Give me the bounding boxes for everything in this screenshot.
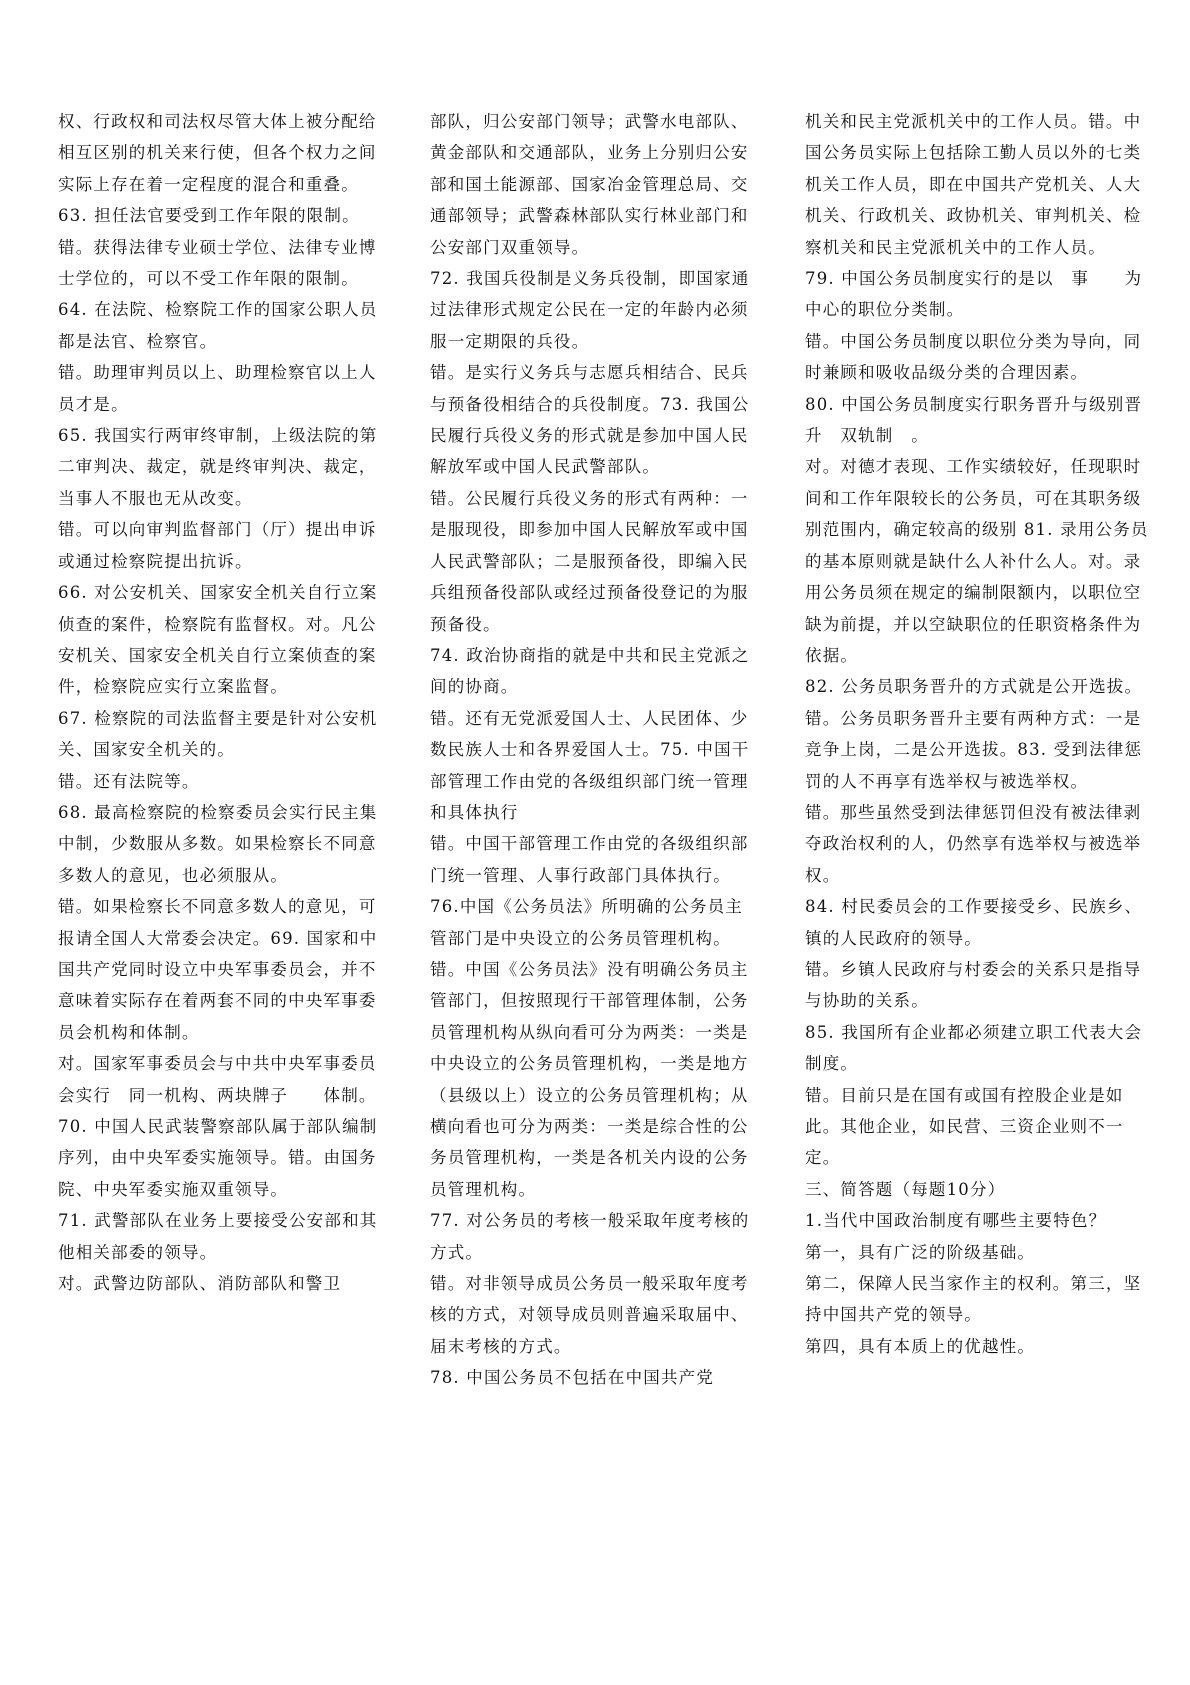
answer-84: 错。乡镇人民政府与村委会的关系只是指导与协助的关系。 (805, 959, 1142, 1011)
question-77: 77. 对公务员的考核一般采取年度考核的方式。 (430, 1211, 750, 1262)
question-80: 80. 中国公务员制度实行职务晋升与级别晋升 双轨制 。 (805, 394, 1143, 446)
answer-76: 错。中国《公务员法》没有明确公务员主管部门，但按照现行干部管理体制，公务员管理机构从纵向看可分为两类：一类是中央设立的公务员管理机构，一类是地方（县级以上）设立的公务员管理机构；从横向看也可分为两类：一类是综合性的公务员管理机构，一类是各机关内设的公务员管理机构。 (430, 959, 749, 1199)
question-67: 67. 检察院的司法监督主要是针对公安机关、国家安全机关的。 (58, 708, 378, 760)
answer-72: 错。是实行义务兵与志愿兵相结合、民兵与预备役相结合的兵役制度。73. 我国公民履行兵役义务的形式就是参加中国人民解放军或中国人民武警部队。 (430, 363, 750, 477)
section-heading: 三、简答题（每题10分） (805, 1179, 1006, 1199)
answer-71: 对。武警边防部队、消防部队和警卫 (58, 1274, 342, 1294)
question-63: 63. 担任法官要受到工作年限的限制。 (58, 206, 360, 226)
text-column-right (805, 106, 1150, 1362)
question-70: 70. 中国人民武装警察部队属于部队编制序列，由中央军委实施领导。错。由国务院、中央军委实施双重领导。 (58, 1117, 378, 1199)
answer-82: 错。公务员职务晋升主要有两种方式：一是竞争上岗，二是公开选拔。83. 受到法律惩罚的人不再享有选举权与被选举权。 (805, 708, 1143, 791)
paragraph: 权、行政权和司法权尽管大体上被分配给相互区别的机关来行使，但各个权力之间实际上存在着一定程度的混合和重叠。 (58, 112, 377, 194)
answer-63: 错。获得法律专业硕士学位、法律专业博士学位的，可以不受工作年限的限制。 (58, 237, 377, 289)
paragraph: 部队，归公安部门领导；武警水电部队、黄金部队和交通部队，业务上分别归公安部和国土能源部、国家冶金管理总局、交通部领导；武警森林部队实行林业部门和公安部门双重领导。 (430, 112, 749, 257)
question-76: 76.中国《公务员法》所明确的公务员主管部门是中央设立的公务员管理机构。 (430, 897, 744, 948)
question-64: 64. 在法院、检察院工作的国家公职人员都是法官、检察官。 (58, 300, 378, 351)
answer-79: 错。中国公务员制度以职位分类为导向，同时兼顾和吸收品级分类的合理因素。 (805, 331, 1142, 383)
question-71: 71. 武警部队在业务上要接受公安部和其他相关部委的领导。 (58, 1211, 378, 1262)
answer-65: 错。可以向审判监督部门（厅）提出申诉或通过检察院提出抗诉。 (58, 520, 377, 571)
answer-83: 错。那些虽然受到法律惩罚但没有被法律剥夺政治权利的人，仍然享有选举权与被选举权。 (805, 802, 1142, 885)
answer-73: 错。公民履行兵役义务的形式有两种：一是服现役，即参加中国人民解放军或中国人民武警部队；二是服预备役，即编入民兵组预备役部队或经过预备役登记的为服预备役。 (430, 488, 749, 634)
text-column-middle (430, 106, 760, 1394)
answer-69: 对。国家军事委员会与中共中央军事委员会实行 同一机构、两块牌子 体制。 (58, 1054, 377, 1105)
answer-point-2-3: 第二，保障人民当家作主的权利。第三，坚持中国共产党的领导。 (805, 1274, 1142, 1325)
question-65: 65. 我国实行两审终审制，上级法院的第二审判决、裁定，就是终审判决、裁定，当事人不服也无从改变。 (58, 426, 378, 508)
question-68: 68. 最高检察院的检察委员会实行民主集中制，少数服从多数。如果检察长不同意多数人的意见，也必须服从。 (58, 802, 378, 885)
question-85: 85. 我国所有企业都必须建立职工代表大会制度。 (805, 1022, 1143, 1074)
answer-point-4: 第四，具有本质上的优越性。 (805, 1336, 1036, 1356)
answer-80: 对。对德才表现、工作实绩较好，任现职时间和工作年限较长的公务员，可在其职务级别范围内，确定较高的级别 81. 录用公务员的基本原则就是缺什么人补什么人。对。录用公务员须在规定的编制限额内，以职位空缺为前提，并以空缺职位的任职资格条件为依据。 (805, 457, 1149, 665)
question-72: 72. 我国兵役制是义务兵役制，即国家通过法律形式规定公民在一定的年龄内必须服一定期限的兵役。 (430, 269, 750, 351)
question-82: 82. 公务员职务晋升的方式就是公开选拔。 (805, 677, 1143, 697)
answer-68: 错。如果检察长不同意多数人的意见，可报请全国人大常委会决定。69. 国家和中国共产党同时设立中央军事委员会，并不意味着实际存在着两套不同的中央军事委员会机构和体制。 (58, 897, 378, 1042)
question-84: 84. 村民委员会的工作要接受乡、民族乡、镇的人民政府的领导。 (805, 897, 1143, 948)
answer-point-1: 第一，具有广泛的阶级基础。 (805, 1242, 1036, 1262)
answer-75: 错。中国干部管理工作由党的各级组织部门统一管理、人事行政部门具体执行。 (430, 834, 749, 885)
answer-74: 错。还有无党派爱国人士、人民团体、少数民族人士和各界爱国人士。75. 中国干部管理工作由党的各级组织部门统一管理和具体执行 (430, 708, 750, 822)
answer-77: 错。对非领导成员公务员一般采取年度考核的方式，对领导成员则普遍采取届中、届末考核的方式。 (430, 1274, 749, 1356)
question-74: 74. 政治协商指的就是中共和民主党派之间的协商。 (430, 645, 750, 697)
answer-85: 错。目前只是在国有或国有控股企业是如此。其他企业，如民营、三资企业则不一定。 (805, 1085, 1124, 1168)
text-column-left (58, 106, 388, 1299)
answer-78: 机关和民主党派机关中的工作人员。错。中国公务员实际上包括除工勤人员以外的七类机关工作人员，即在中国共产党机关、人大机关、行政机关、政协机关、审判机关、检察机关和民主党派机关中的工作人员。 (805, 112, 1142, 257)
question-78: 78. 中国公务员不包括在中国共产党 (430, 1368, 715, 1388)
question-79: 79. 中国公务员制度实行的是以 事 为中心的职位分类制。 (805, 269, 1143, 320)
answer-67: 错。还有法院等。 (58, 771, 200, 791)
answer-64: 错。助理审判员以上、助理检察官以上人员才是。 (58, 363, 377, 414)
short-answer-question-1: 1.当代中国政治制度有哪些主要特色？ (805, 1211, 1107, 1231)
question-66: 66. 对公安机关、国家安全机关自行立案侦查的案件，检察院有监督权。对。凡公安机关、国家安全机关自行立案侦查的案件，检察院应实行立案监督。 (58, 583, 378, 697)
